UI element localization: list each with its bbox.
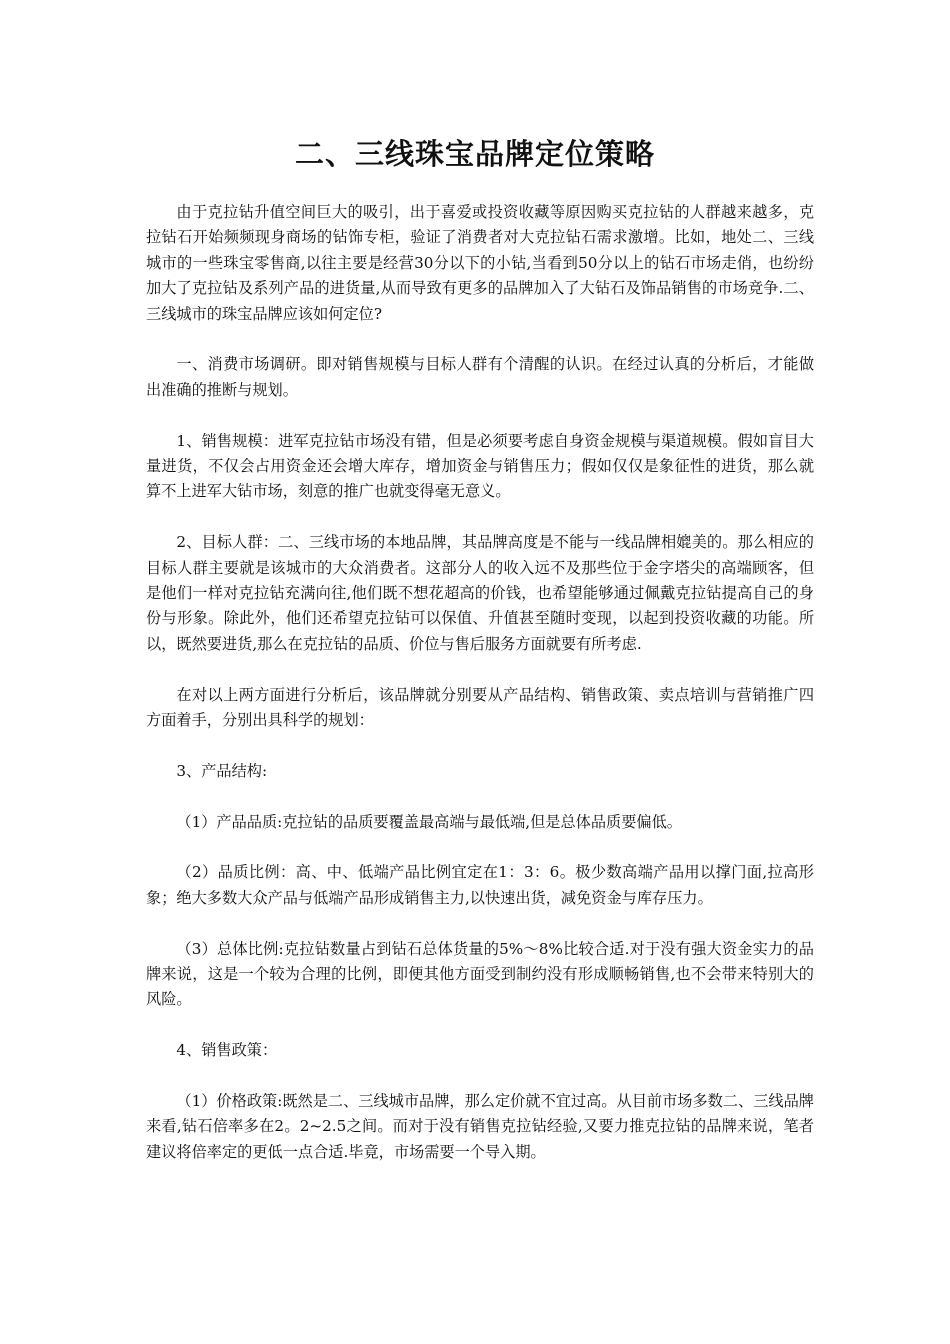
document-title: 二、三线珠宝品牌定位策略 xyxy=(294,137,655,171)
paragraph-intro: 由于克拉钻升值空间巨大的吸引，出于喜爱或投资收藏等原因购买克拉钻的人群越来越多，克拉钻石开始频频现身商场的钻饰专柜，验证了消费者对大克拉钻石需求激增。比如，地处二、三线城市的一些珠宝零售商,以往主要是经营30分以下的小钻,当看到50分以上的钻石市场走俏，也纷纷加大了克拉钻及系列产品的进货量,从而导致有更多的品牌加入了大钻石及饰品销售的市场竞争.二、三线城市的珠宝品牌应该如何定位? xyxy=(146,203,814,323)
paragraph-analysis-summary: 在对以上两方面进行分析后，该品牌就分别要从产品结构、销售政策、卖点培训与营销推广四方面着手，分别出具科学的规划： xyxy=(146,685,814,730)
paragraph-product-quality: （1）产品品质:克拉钻的品质要覆盖最高端与最低端,但是总体品质要偏低。 xyxy=(176,812,682,831)
document-body xyxy=(146,200,814,1191)
heading-product-structure: 3、产品结构: xyxy=(176,761,268,780)
paragraph-overall-ratio: （3）总体比例:克拉钻数量占到钻石总体货量的5%～8%比较合适.对于没有强大资金实力的品牌来说，这是一个较为合理的比例，即便其他方面受到制约没有形成顺畅销售,也不会带来特别大的风险。 xyxy=(146,939,814,1009)
heading-sales-policy: 4、销售政策： xyxy=(176,1041,278,1060)
paragraph-market-research: 一、消费市场调研。即对销售规模与目标人群有个清醒的认识。在经过认真的分析后，才能做出准确的推断与规划。 xyxy=(146,355,814,399)
paragraph-quality-ratio: （2）品质比例：高、中、低端产品比例宜定在1：3：6。极少数高端产品用以撑门面,拉高形象；绝大多数大众产品与低端产品形成销售主力,以快速出货，减免资金与库存压力。 xyxy=(146,863,814,907)
paragraph-sales-scale: 1、销售规模：进军克拉钻市场没有错，但是必须要考虑自身资金规模与渠道规模。假如盲目大量进货，不仅会占用资金还会增大库存，增加资金与销售压力；假如仅仅是象征性的进货，那么就算不上进军大钻市场，刻意的推广也就变得毫无意义。 xyxy=(146,431,814,501)
paragraph-price-policy: （1）价格政策:既然是二、三线城市品牌，那么定价就不宜过高。从目前市场多数二、三线品牌来看,钻石倍率多在2。2~2.5之间。而对于没有销售克拉钻经验,又要力推克拉钻的品牌来说，笔者建议将倍率定的更低一点合适.毕竟，市场需要一个导入期。 xyxy=(146,1092,814,1161)
paragraph-target-group: 2、目标人群：二、三线市场的本地品牌，其品牌高度是不能与一线品牌相媲美的。那么相应的目标人群主要就是该城市的大众消费者。这部分人的收入远不及那些位于金字塔尖的高端顾客，但是他们一样对克拉钻充满向往,他们既不想花超高的价钱，也希望能够通过佩戴克拉钻提高自己的身份与形象。除此外，他们还希望克拉钻可以保值、升值甚至随时变现，以起到投资收藏的功能。所以，既然要进货,那么在克拉钻的品质、价位与售后服务方面就要有所考虑. xyxy=(146,533,814,653)
